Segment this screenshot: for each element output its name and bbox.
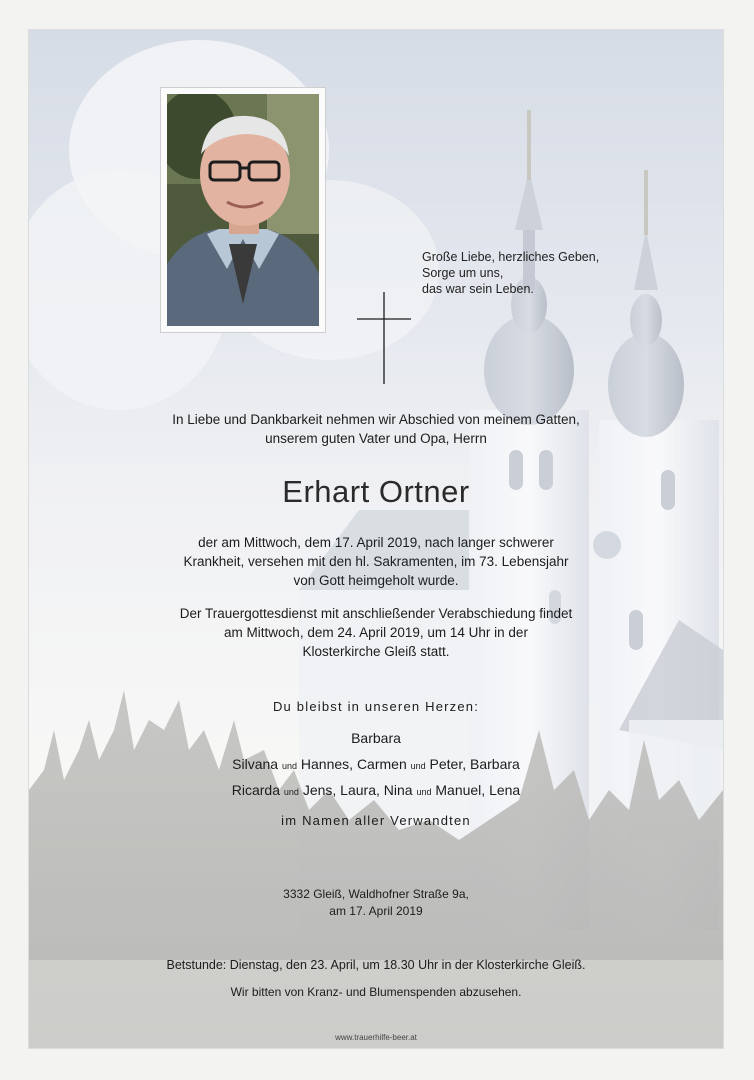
death-line: von Gott heimgeholt wurde.	[293, 573, 459, 588]
mourners-row	[29, 756, 723, 772]
funeral-service-notice	[29, 604, 723, 661]
conjunction: und	[281, 761, 298, 771]
flowers-notice: Wir bitten von Kranz- und Blumenspenden abzusehen.	[230, 985, 522, 999]
mourner-name: Ricarda	[231, 782, 281, 798]
mourner-name: Silvana	[232, 756, 279, 772]
intro-text	[29, 410, 723, 448]
death-line: Krankheit, versehen mit den hl. Sakramenten, im 73. Lebensjahr	[183, 554, 569, 569]
mourners-row	[29, 782, 723, 798]
address-block	[29, 886, 723, 920]
poem-line: Große Liebe, herzliches Geben,	[422, 250, 600, 264]
mourner-name: Manuel, Lena	[435, 782, 521, 798]
service-line: am Mittwoch, dem 24. April 2019, um 14 Uhr in der	[224, 625, 528, 640]
website-link[interactable]: www.trauerhilfe-beer.at	[335, 1033, 417, 1042]
address-date: am 17. April 2019	[329, 904, 423, 918]
relatives-line: im Namen aller Verwandten	[281, 813, 471, 828]
conjunction: und	[283, 787, 299, 797]
service-line: Der Trauergottesdienst mit anschließender Verabschiedung findet	[179, 606, 573, 621]
portrait-frame	[160, 87, 326, 333]
deceased-name: Erhart Ortner	[282, 474, 470, 509]
mourner-name: Peter, Barbara	[429, 756, 520, 772]
mourner-name: Hannes, Carmen	[300, 756, 407, 772]
portrait-photo	[167, 94, 319, 326]
address-line: 3332 Gleiß, Waldhofner Straße 9a,	[283, 887, 469, 901]
mourners-heading: Du bleibst in unseren Herzen:	[272, 699, 480, 714]
poem-line: das war sein Leben.	[422, 282, 534, 296]
conjunction: und	[410, 761, 426, 771]
memorial-poem	[422, 249, 662, 297]
death-line: der am Mittwoch, dem 17. April 2019, nach langer schwerer	[198, 535, 554, 550]
intro-line: unserem guten Vater und Opa, Herrn	[265, 431, 487, 446]
mourner-spouse: Barbara	[351, 730, 401, 746]
obituary-content	[29, 30, 723, 1048]
death-notice	[29, 533, 723, 590]
obituary-sheet	[29, 30, 723, 1048]
service-line: Klosterkirche Gleiß statt.	[302, 644, 450, 659]
conjunction: und	[416, 787, 432, 797]
intro-line: In Liebe und Dankbarkeit nehmen wir Abschied von meinem Gatten,	[172, 412, 580, 427]
mourner-name: Jens, Laura, Nina	[302, 782, 413, 798]
cross-icon	[357, 292, 411, 384]
poem-line: Sorge um uns,	[422, 266, 504, 280]
prayer-hour-notice: Betstunde: Dienstag, den 23. April, um 18.30 Uhr in der Klosterkirche Gleiß.	[166, 958, 586, 972]
